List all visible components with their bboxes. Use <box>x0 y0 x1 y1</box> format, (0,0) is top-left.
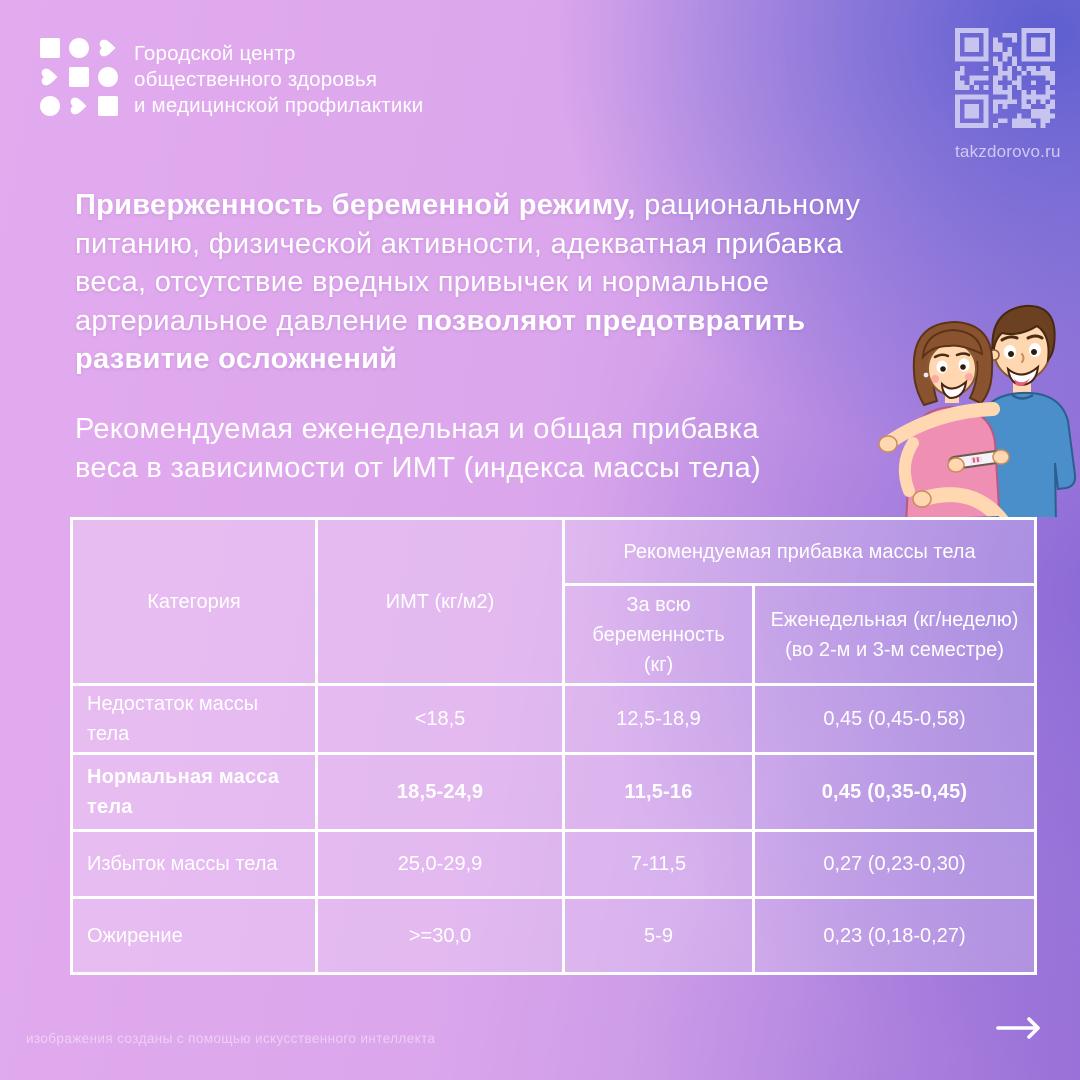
table-cell-category: Избыток массы тела <box>73 832 318 899</box>
org-name-line: Городской центр <box>134 42 296 65</box>
col-header-gain-total: За всю беременность (кг) <box>565 586 755 686</box>
col-header-gain-weekly: Еженедельная (кг/неделю) (во 2-м и 3-м семестре) <box>755 586 1034 686</box>
header <box>40 38 423 119</box>
next-button[interactable] <box>994 1012 1044 1049</box>
table-cell-gain-weekly: 0,45 (0,35-0,45) <box>755 755 1034 832</box>
table-cell-gain-weekly: 0,45 (0,45-0,58) <box>755 686 1034 755</box>
org-name-line: и медицинской профилактики <box>134 94 424 117</box>
next-arrow-icon <box>994 1012 1044 1044</box>
intro-body: рациональному питанию, физической активности, адекватная прибавка веса, отсутствие вредных привычек и нормальное артериальное давление <box>75 189 861 337</box>
table-cell-bmi: <18,5 <box>318 686 565 755</box>
table-cell-bmi: >=30,0 <box>318 899 565 972</box>
col-header-bmi: ИМТ (кг/м2) <box>318 520 565 686</box>
table-cell-bmi: 25,0-29,9 <box>318 832 565 899</box>
table-cell-bmi: 18,5-24,9 <box>318 755 565 832</box>
intro-paragraph <box>75 186 885 379</box>
couple-illustration <box>853 293 1080 517</box>
table-cell-gain-total: 12,5-18,9 <box>565 686 755 755</box>
col-header-gain-group: Рекомендуемая прибавка массы тела <box>565 520 1034 586</box>
table-cell-category: Нормальная масса тела <box>73 755 318 832</box>
ai-disclaimer: изображения созданы с помощью искусственного интеллекта <box>26 1031 436 1046</box>
table-cell-gain-weekly: 0,27 (0,23-0,30) <box>755 832 1034 899</box>
qr-block <box>955 28 1061 162</box>
table-cell-gain-weekly: 0,23 (0,18-0,27) <box>823 924 966 947</box>
intro-bold-lead: Приверженность беременной режиму, <box>75 189 636 221</box>
col-header-category: Категория <box>73 520 318 686</box>
table-cell-gain-total: 5-9 <box>565 899 755 972</box>
qr-site-label: takzdorovo.ru <box>955 142 1061 161</box>
org-name <box>134 38 423 119</box>
qr-code-icon <box>955 28 1055 128</box>
table-cell-gain-total: 7-11,5 <box>565 832 755 899</box>
table-cell-category: Ожирение <box>73 899 318 972</box>
table-cell-gain-total: 11,5-16 <box>565 755 755 832</box>
table-cell-category: Недостаток массы тела <box>73 686 318 755</box>
intro-bold-tail: позволяют предотвратить развитие осложнений <box>75 304 806 375</box>
org-name-line: общественного здоровья <box>134 68 378 91</box>
org-logo-icon <box>40 38 118 116</box>
table-title: Рекомендуемая еженедельная и общая прибавка веса в зависимости от ИМТ (индекса массы тела) <box>75 413 762 484</box>
bmi-gain-table <box>70 517 1037 975</box>
